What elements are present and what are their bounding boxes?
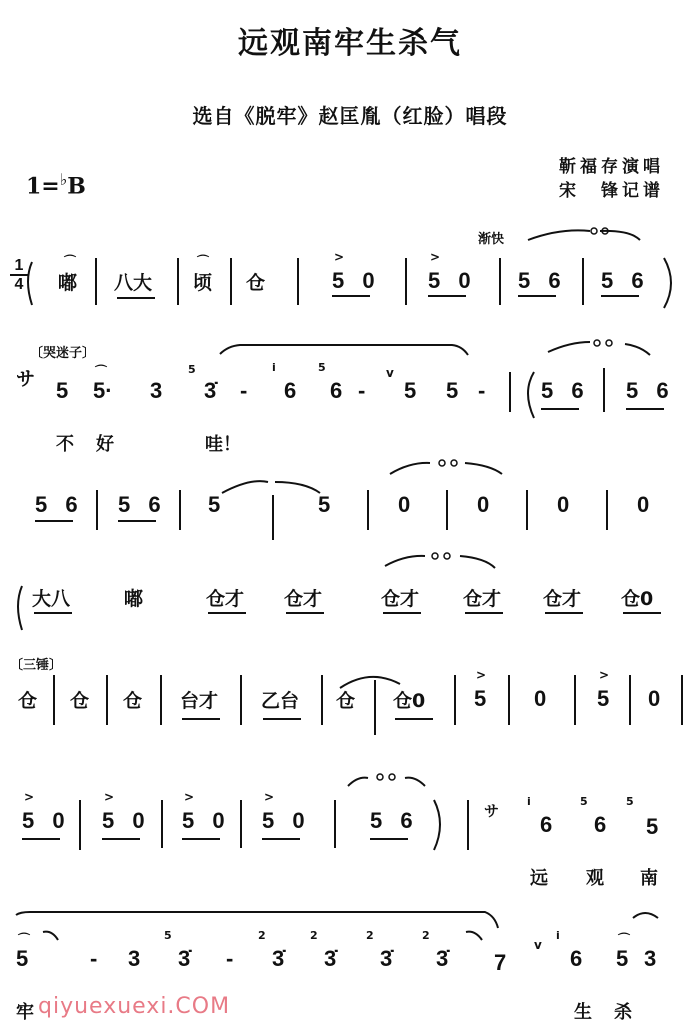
accent-icon: > xyxy=(184,790,195,804)
lyric: 远 xyxy=(530,868,548,889)
grace-note: 5 xyxy=(580,795,588,808)
note: 0 xyxy=(477,492,490,517)
lyric: 哇！ xyxy=(205,434,241,455)
breath-mark-icon: v xyxy=(386,366,394,380)
dash: - xyxy=(478,378,486,403)
note: 3̇ xyxy=(380,946,393,971)
grace-note: 2 xyxy=(258,929,266,942)
percussion-cang0: 仓0 xyxy=(621,588,654,610)
dash: - xyxy=(226,946,234,971)
percussion-cang: 仓 xyxy=(123,690,143,712)
accent-icon: > xyxy=(476,668,487,682)
percussion-daba: 大八 xyxy=(32,588,71,610)
note: 5 xyxy=(404,378,417,403)
percussion-yitai: 乙台 xyxy=(261,690,300,712)
lyric: 牢 xyxy=(16,1002,34,1023)
fermata-icon: ⌒ xyxy=(197,254,210,268)
note-group: 5 6 xyxy=(35,492,84,517)
fermata-icon: ⌒ xyxy=(18,932,31,946)
note: 3 xyxy=(150,378,163,403)
grace-note: 2 xyxy=(310,929,318,942)
note: 6 xyxy=(570,946,583,971)
note: 3̇ xyxy=(324,946,337,971)
lyric: 观 xyxy=(586,868,604,889)
song-title: 远观南牢生杀气 xyxy=(238,26,462,61)
note: 5 xyxy=(208,492,221,517)
grace-note: 5 xyxy=(626,795,634,808)
accent-icon: > xyxy=(334,250,345,264)
note: 5 xyxy=(56,378,69,403)
grace-note: i xyxy=(527,795,531,808)
key-note: B xyxy=(67,173,86,200)
note: 5 xyxy=(474,686,487,711)
dash: - xyxy=(90,946,98,971)
percussion-cang: 仓 xyxy=(70,690,90,712)
note: 3̇ xyxy=(272,946,285,971)
lyric: 好 xyxy=(96,434,114,455)
note-group: 5 6 xyxy=(626,378,675,403)
fermata-icon: ⌒ xyxy=(95,364,108,378)
key-label: 1= xyxy=(26,173,60,200)
lyric: 不 xyxy=(56,434,74,455)
note-group: 5 0 xyxy=(262,808,311,833)
percussion-cang: 仓 xyxy=(18,690,38,712)
note: 7 xyxy=(494,950,507,975)
note: 5 xyxy=(616,946,629,971)
note: 6 xyxy=(284,378,297,403)
note: 6 xyxy=(540,812,553,837)
fermata-icon: ⌒ xyxy=(64,254,77,268)
percussion-bada: 八大 xyxy=(114,272,153,294)
accent-icon: > xyxy=(24,790,35,804)
percussion-cang0: 仓0 xyxy=(393,690,426,712)
performer-credit: 靳福存演唱 xyxy=(559,157,664,177)
free-meter-mark: サ xyxy=(484,802,500,820)
time-signature: 1 4 xyxy=(10,258,28,294)
note: 0 xyxy=(557,492,570,517)
note: 5 xyxy=(446,378,459,403)
note: 3̇ xyxy=(178,946,191,971)
accent-icon: > xyxy=(430,250,441,264)
grace-note: i xyxy=(272,361,276,374)
dash: - xyxy=(240,378,248,403)
watermark: qiyuexuexi.COM xyxy=(38,994,231,1019)
note: 3̇ xyxy=(204,378,217,403)
percussion-cangcai: 仓才 xyxy=(463,588,502,610)
note: 0 xyxy=(648,686,661,711)
note: 3 xyxy=(128,946,141,971)
note: 6 xyxy=(594,812,607,837)
note: 5· xyxy=(93,378,113,403)
grace-note: 5 xyxy=(318,361,326,374)
lyric: 南 xyxy=(640,868,658,889)
note: 5 xyxy=(597,686,610,711)
free-meter-mark: サ xyxy=(16,368,36,390)
note-group: 5 0 xyxy=(332,268,381,293)
percussion-cangcai: 仓才 xyxy=(381,588,420,610)
accent-icon: > xyxy=(599,668,610,682)
note-group: 5 0 xyxy=(182,808,231,833)
note: 3̇ xyxy=(436,946,449,971)
note-group: 5 0 xyxy=(102,808,151,833)
grace-note: 2 xyxy=(422,929,430,942)
dash: - xyxy=(358,378,366,403)
section-label: 〔三锤〕 xyxy=(10,658,63,673)
grace-note: 2 xyxy=(366,929,374,942)
grace-note: 5 xyxy=(188,363,196,376)
song-subtitle: 选自《脱牢》赵匡胤（红脸）唱段 xyxy=(192,104,508,128)
note-group: 5 0 xyxy=(22,808,71,833)
percussion-cang: 仓 xyxy=(246,272,266,294)
note-group: 5 6 xyxy=(370,808,419,833)
percussion-cangcai: 仓才 xyxy=(206,588,245,610)
percussion-taicai: 台才 xyxy=(180,690,219,712)
note: 0 xyxy=(637,492,650,517)
note: 3 xyxy=(644,946,657,971)
note: 5 xyxy=(318,492,331,517)
note: 5 xyxy=(646,814,659,839)
note: 6 xyxy=(330,378,343,403)
percussion-cangcai: 仓才 xyxy=(284,588,323,610)
percussion-cang: 仓 xyxy=(336,690,356,712)
lyric: 生 xyxy=(574,1002,592,1023)
percussion-cangcai: 仓才 xyxy=(543,588,582,610)
note-group: 5 0 xyxy=(428,268,477,293)
note: 5 xyxy=(16,946,29,971)
section-label: 〔哭迷子〕 xyxy=(30,346,96,361)
percussion-du: 嘟 xyxy=(58,272,78,294)
flat-icon: ♭ xyxy=(59,170,68,189)
note-group: 5 6 xyxy=(518,268,567,293)
grace-note: 5 xyxy=(164,929,172,942)
fermata-icon: ⌒ xyxy=(618,932,631,946)
breath-mark-icon: v xyxy=(534,938,542,952)
lyric: 杀 xyxy=(614,1002,632,1023)
accent-icon: > xyxy=(104,790,115,804)
note: 0 xyxy=(398,492,411,517)
note: 0 xyxy=(534,686,547,711)
note-group: 5 6 xyxy=(541,378,590,403)
percussion-qing: 顷 xyxy=(193,272,213,294)
accent-icon: > xyxy=(264,790,275,804)
transcriber-credit: 宋 锋记谱 xyxy=(559,181,664,201)
note-group: 5 6 xyxy=(601,268,650,293)
percussion-du: 嘟 xyxy=(124,588,144,610)
note-group: 5 6 xyxy=(118,492,167,517)
grace-note: i xyxy=(556,929,560,942)
tempo-mark: 渐快 xyxy=(478,232,505,247)
